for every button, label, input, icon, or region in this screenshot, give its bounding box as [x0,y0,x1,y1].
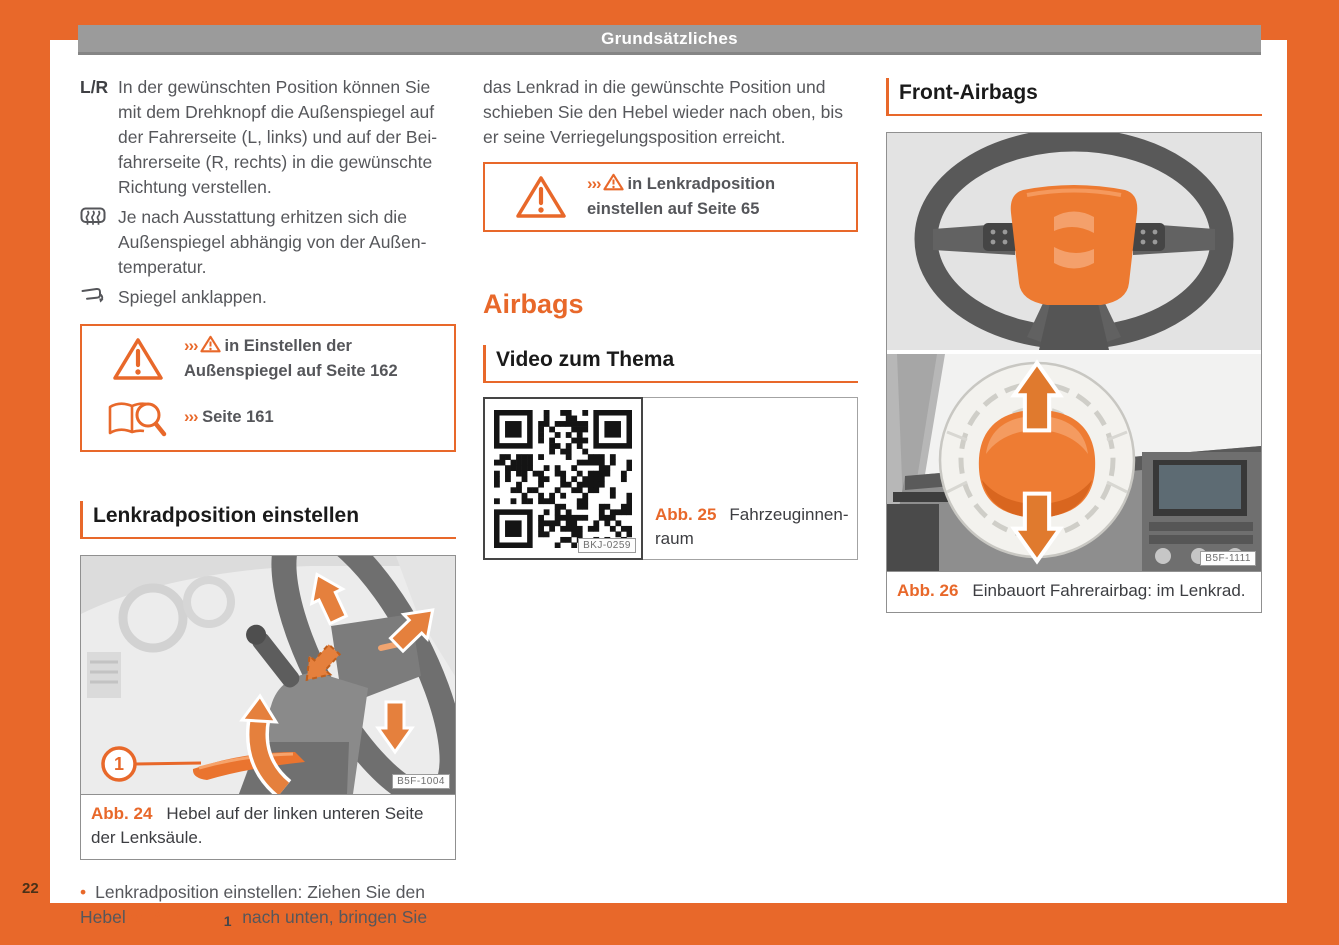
figure-26-caption: Abb. 26 Einbauort Fahrerairbag: im Lenkrad. [887,571,1261,612]
mirror-fold-icon [80,285,118,312]
figure-24-callout-1: 1 [113,754,125,774]
callout-1-inline: 1 [217,911,238,932]
instruction-bullet: • Lenkradposition einstellen: Ziehen Sie den Hebel ››› Abb. 24 1 nach unten, bringen Sie [80,880,456,932]
ref-row-warning [495,173,846,221]
mirror-item-fold [80,285,456,312]
figure-24 [80,555,456,860]
qr-code [483,397,643,560]
airbags-heading: Airbags [483,289,584,319]
figure-24-image [81,556,455,794]
figure-25-code: BKJ-0259 [578,538,636,553]
figure-24-caption: Abb. 24 Hebel auf der linken unteren Seite der Lenksäule. [81,794,455,859]
mirror-item-lr [80,75,456,200]
warning-triangle-icon [92,336,184,382]
warning-triangle-small-icon [200,335,221,360]
book-magnifier-icon [92,393,184,441]
figure-26-image-bottom [887,354,1261,571]
mirror-item-heating [80,205,456,280]
figure-25-caption-cell [643,397,858,560]
middle-column [483,75,858,560]
steering-paragraph: das Lenkrad in die gewünschte Position und schieben Sie den Hebel wieder nach oben, bis er seine Verriegelungsposition erreicht. [483,77,843,147]
figure-25-caption: Abb. 25 Fahrzeuginnenraum [655,505,849,548]
figure-26-label: Abb. 26 [897,581,959,600]
figure-25 [483,397,858,560]
left-column [80,75,456,932]
warning-triangle-small-icon [603,173,624,198]
chapter-header-bar [78,25,1261,55]
ref-row-warning [92,335,444,383]
cross-reference-box [483,162,858,232]
front-airbags-heading: Front-Airbags [886,78,1262,116]
figure-24-label: Abb. 24 [91,804,153,823]
right-column [886,75,1262,613]
page-number: 22 [22,880,39,897]
figure-26 [886,132,1262,613]
ref-text: ››› Seite 161 [184,407,274,426]
ref-text: ››› in Lenkradposition einstellen auf Seite 65 [587,175,776,218]
mirror-item-text: In der gewünschten Position können Sie mit dem Drehknopf die Außenspiegel auf der Fahrerseite (L, links) und auf der Beifahrerseite (R, rechts) in die gewünschte Richtung verstellen. [118,77,438,197]
cross-reference-box [80,324,456,452]
mirror-item-text: Je nach Ausstattung erhitzen sich die Außenspiegel abhängig von der Außentemperatur. [118,207,427,277]
lr-label: L/R [80,77,109,97]
figure-25-label: Abb. 25 [655,505,717,524]
figure-26-code: B5F-1111 [1200,551,1256,566]
warning-triangle-icon [495,174,587,220]
ref-row-booklet [92,393,444,441]
ref-text: ››› in Einstellen der Außenspiegel auf Seite 162 [184,337,398,380]
figure-reference-link: Abb. 24 [149,907,214,927]
mirror-heating-icon [80,205,118,280]
section-heading: Lenkradposition einstellen [80,501,456,539]
mirror-item-text: Spiegel anklappen. [118,287,267,307]
figure-26-image-top [887,133,1261,350]
video-heading: Video zum Thema [483,345,858,383]
chapter-title: Grundsätzliches [601,28,738,48]
figure-24-code: B5F-1004 [392,774,450,789]
